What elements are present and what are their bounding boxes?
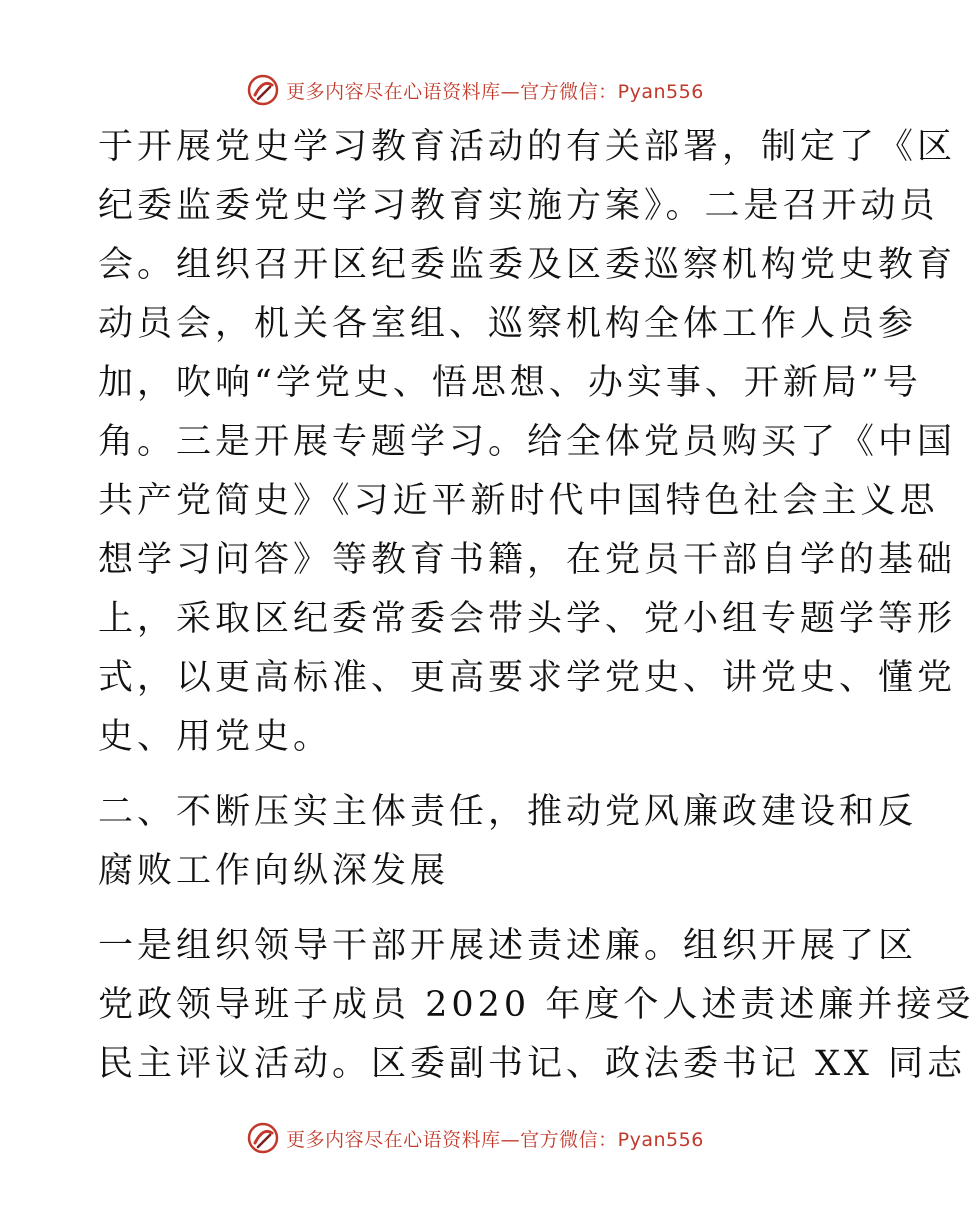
document-body (98, 118, 974, 1094)
text-line: 一是组织领导干部开展述责述廉。组织开展了区 (98, 926, 918, 966)
text-line: 于开展党史学习教育活动的有关部署，制定了《区 (98, 127, 957, 167)
header-banner (0, 70, 950, 110)
text-line: 史、用党史。 (98, 717, 333, 757)
footer-banner (0, 1118, 950, 1158)
text-line: 党政领导班子成员 2020 年度个人述责述廉并接受 (98, 985, 974, 1025)
text-line: 式，以更高标准、更高要求学党史、讲党史、懂党 (98, 658, 957, 698)
text-line: 加，吹响“学党史、悟思想、办实事、开新局”号 (98, 363, 922, 403)
section-heading (98, 783, 918, 901)
paragraph-accountability (98, 917, 974, 1094)
text-line: 上，采取区纪委常委会带头学、党小组专题学等形 (98, 599, 957, 639)
text-line: 角。三是开展专题学习。给全体党员购买了《中国 (98, 422, 957, 462)
text-line: 想学习问答》等教育书籍，在党员干部自学的基础 (98, 540, 957, 580)
header-banner-text: 更多内容尽在心语资料库—官方微信：Pyan556 (286, 80, 704, 103)
text-line: 会。组织召开区纪委监委及区委巡察机构党史教育 (98, 245, 957, 285)
heading-line: 二、不断压实主体责任，推动党风廉政建设和反 (98, 792, 918, 832)
text-line: 动员会，机关各室组、巡察机构全体工作人员参 (98, 304, 918, 344)
brand-logo-icon (246, 73, 280, 107)
footer-banner-text: 更多内容尽在心语资料库—官方微信：Pyan556 (286, 1128, 704, 1151)
text-line: 纪委监委党史学习教育实施方案》。二是召开动员 (98, 186, 939, 226)
text-line: 共产党简史》《习近平新时代中国特色社会主义思 (98, 481, 939, 521)
heading-line: 腐败工作向纵深发展 (98, 851, 450, 891)
brand-logo-icon (246, 1121, 280, 1155)
paragraph-party-history (98, 118, 957, 767)
text-line: 民主评议活动。区委副书记、政法委书记 XX 同志 (98, 1044, 967, 1084)
